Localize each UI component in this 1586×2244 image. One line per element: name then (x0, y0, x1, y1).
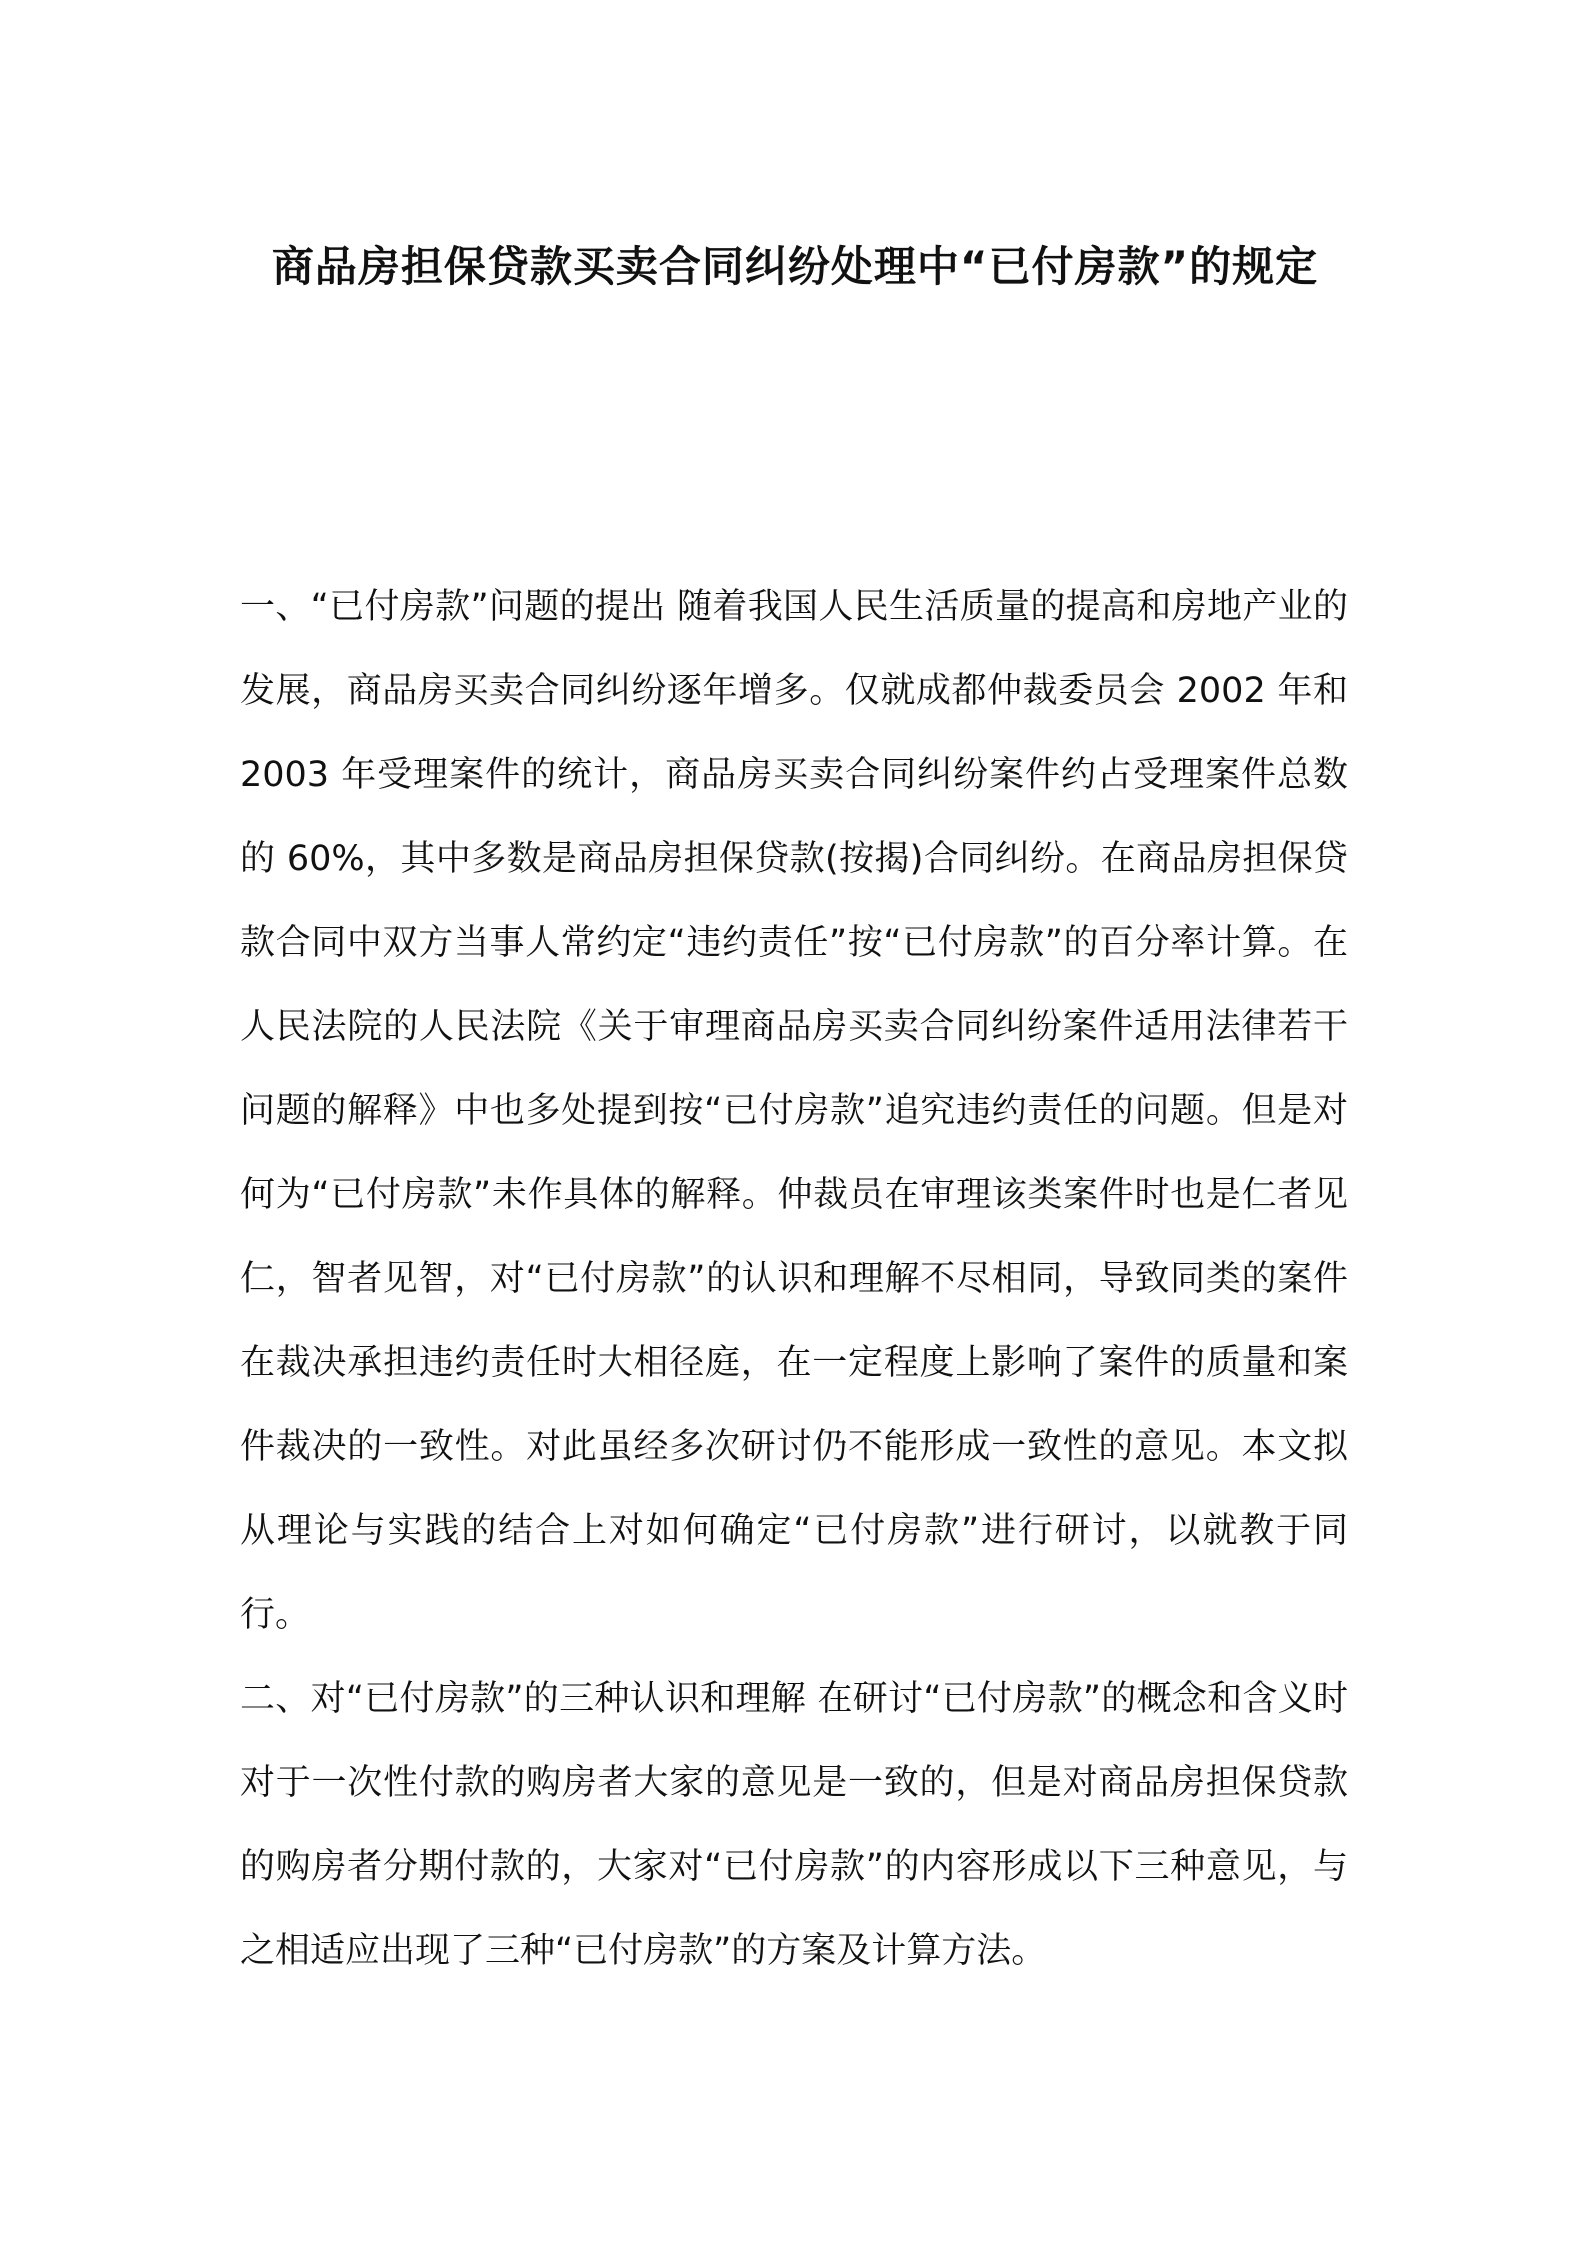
paragraph-problem-statement: 一、“已付房款”问题的提出 随着我国人民生活质量的提高和房地产业的发展，商品房买卖合同纠纷逐年增多。仅就成都仲裁委员会 2002 年和 2003 年受理案件的统计，商品房买卖合同纠纷案件约占受理案件总数的 60%，其中多数是商品房担保贷款(按揭)合同纠纷。在商品房担保贷款合同中双方当事人常约定“违约责任”按“已付房款”的百分率计算。在人民法院的人民法院《关于审理商品房买卖合同纠纷案件适用法律若干问题的解释》中也多处提到按“已付房款”追究违约责任的问题。但是对何为“已付房款”未作具体的解释。仲裁员在审理该类案件时也是仁者见仁，智者见智，对“已付房款”的认识和理解不尽相同，导致同类的案件在裁决承担违约责任时大相径庭，在一定程度上影响了案件的质量和案件裁决的一致性。对此虽经多次研讨仍不能形成一致性的意见。本文拟从理论与实践的结合上对如何确定“已付房款”进行研讨，以就教于同行。 (240, 587, 1348, 1635)
document-title: 商品房担保贷款买卖合同纠纷处理中“已付房款”的规定 (271, 242, 1319, 291)
document-body (240, 565, 1348, 1993)
paragraph-three-understandings: 二、对“已付房款”的三种认识和理解 在研讨“已付房款”的概念和含义时对于一次性付款的购房者大家的意见是一致的，但是对商品房担保贷款的购房者分期付款的，大家对“已付房款”的内容形成以下三种意见，与之相适应出现了三种“已付房款”的方案及计算方法。 (240, 1679, 1348, 1971)
